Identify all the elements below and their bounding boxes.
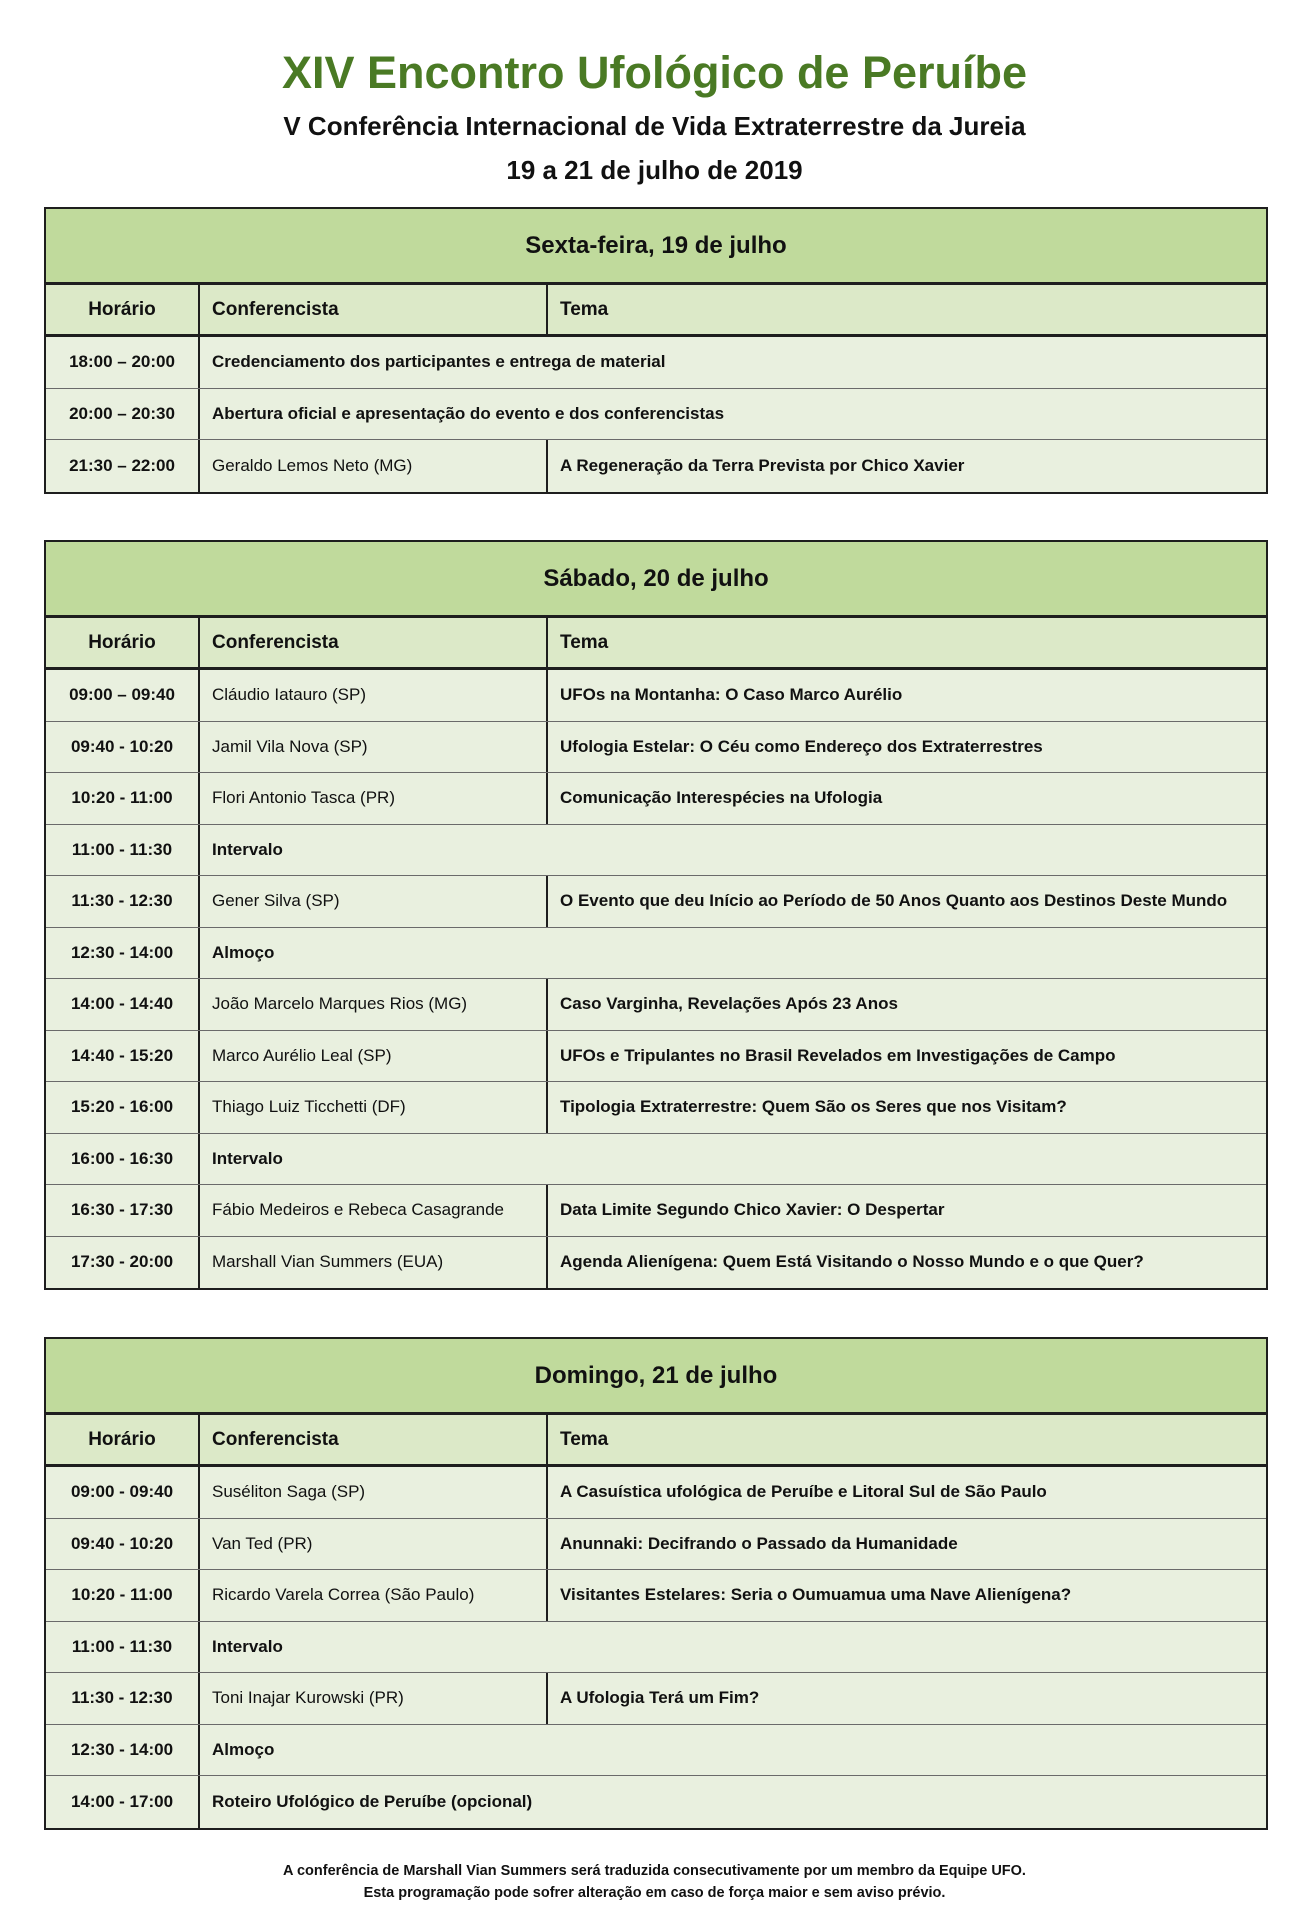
column-header-time: Horário [46,618,200,667]
table-header-row [46,618,1266,670]
activity-cell: Intervalo [212,839,283,859]
event-subtitle: V Conferência Internacional de Vida Extraterrestre da Jureia [283,111,1026,141]
table-row [46,670,1266,722]
table-row [46,1725,1266,1777]
time-cell: 11:00 - 11:30 [46,825,200,876]
time-cell: 10:20 - 11:00 [46,773,200,824]
speaker-cell: Marco Aurélio Leal (SP) [200,1031,548,1082]
day-title: Sábado, 20 de julho [46,542,1266,618]
time-cell: 11:30 - 12:30 [46,876,200,927]
table-row [46,825,1266,877]
speaker-cell: Toni Inajar Kurowski (PR) [200,1673,548,1724]
table-header-row [46,1415,1266,1467]
activity-cell: Roteiro Ufológico de Peruíbe (opcional) [212,1791,533,1811]
time-cell: 14:00 - 17:00 [46,1776,200,1828]
schedule-table-sunday [44,1337,1268,1830]
table-row [46,1237,1266,1289]
table-row [46,440,1266,492]
table-row [46,1622,1266,1674]
table-row [46,1570,1266,1622]
speaker-cell: Ricardo Varela Correa (São Paulo) [200,1570,548,1621]
topic-cell: Visitantes Estelares: Seria o Oumuamua uma Nave Alienígena? [560,1585,1072,1605]
table-row [46,337,1266,389]
topic-cell: Data Limite Segundo Chico Xavier: O Despertar [560,1200,945,1220]
table-header-row [46,285,1266,337]
activity-cell: Almoço [212,1739,275,1759]
table-row [46,1134,1266,1186]
table-row [46,1776,1266,1828]
topic-cell: Ufologia Estelar: O Céu como Endereço dos Extraterrestres [560,736,1043,756]
time-cell: 12:30 - 14:00 [46,1725,200,1776]
table-row [46,1082,1266,1134]
time-cell: 11:00 - 11:30 [46,1622,200,1673]
activity-cell: Almoço [212,942,275,962]
speaker-cell: Thiago Luiz Ticchetti (DF) [200,1082,548,1133]
column-header-speaker: Conferencista [200,618,548,667]
activity-cell: Credenciamento dos participantes e entrega de material [212,352,666,372]
column-header-speaker: Conferencista [200,285,548,334]
topic-cell: A Regeneração da Terra Prevista por Chico Xavier [560,455,965,475]
topic-cell: A Ufologia Terá um Fim? [560,1688,760,1708]
topic-cell: Tipologia Extraterrestre: Quem São os Seres que nos Visitam? [560,1097,1067,1117]
table-row [46,1467,1266,1519]
event-title: XIV Encontro Ufológico de Peruíbe [281,47,1028,98]
table-row [46,773,1266,825]
topic-cell: Caso Varginha, Revelações Após 23 Anos [560,994,898,1014]
speaker-cell: Cláudio Iatauro (SP) [200,670,548,721]
schedule-table-friday [44,207,1268,494]
speaker-cell: João Marcelo Marques Rios (MG) [200,979,548,1030]
schedule-table-saturday [44,540,1268,1290]
time-cell: 14:00 - 14:40 [46,979,200,1030]
table-row [46,722,1266,774]
table-row [46,1519,1266,1571]
day-title: Domingo, 21 de julho [46,1339,1266,1415]
page-header [0,0,1309,190]
time-cell: 20:00 – 20:30 [46,389,200,440]
speaker-cell: Fábio Medeiros e Rebeca Casagrande [200,1185,548,1236]
time-cell: 11:30 - 12:30 [46,1673,200,1724]
activity-cell: Abertura oficial e apresentação do evento e dos conferencistas [212,403,725,423]
time-cell: 12:30 - 14:00 [46,928,200,979]
column-header-topic: Tema [560,1428,609,1450]
table-row [46,876,1266,928]
column-header-time: Horário [46,1415,200,1464]
column-header-time: Horário [46,285,200,334]
topic-cell: Anunnaki: Decifrando o Passado da Humanidade [560,1533,958,1553]
column-header-topic: Tema [560,298,609,320]
activity-cell: Intervalo [212,1636,283,1656]
table-row [46,979,1266,1031]
time-cell: 16:00 - 16:30 [46,1134,200,1185]
time-cell: 18:00 – 20:00 [46,337,200,388]
speaker-cell: Marshall Vian Summers (EUA) [200,1237,548,1289]
footer-notes [0,1860,1309,1904]
topic-cell: Agenda Alienígena: Quem Está Visitando o Nosso Mundo e o que Quer? [560,1252,1144,1272]
table-row [46,1185,1266,1237]
time-cell: 14:40 - 15:20 [46,1031,200,1082]
time-cell: 09:00 - 09:40 [46,1467,200,1518]
speaker-cell: Van Ted (PR) [200,1519,548,1570]
table-row [46,1673,1266,1725]
topic-cell: UFOs e Tripulantes no Brasil Revelados em Investigações de Campo [560,1045,1116,1065]
topic-cell: O Evento que deu Início ao Período de 50 Anos Quanto aos Destinos Deste Mundo [560,891,1228,911]
table-row [46,928,1266,980]
table-row [46,1031,1266,1083]
day-title: Sexta-feira, 19 de julho [46,209,1266,285]
time-cell: 16:30 - 17:30 [46,1185,200,1236]
speaker-cell: Jamil Vila Nova (SP) [200,722,548,773]
column-header-topic: Tema [560,631,609,653]
topic-cell: A Casuística ufológica de Peruíbe e Litoral Sul de São Paulo [560,1482,1047,1502]
activity-cell: Intervalo [212,1148,283,1168]
speaker-cell: Flori Antonio Tasca (PR) [200,773,548,824]
speaker-cell: Gener Silva (SP) [200,876,548,927]
topic-cell: Comunicação Interespécies na Ufologia [560,788,883,808]
time-cell: 15:20 - 16:00 [46,1082,200,1133]
topic-cell: UFOs na Montanha: O Caso Marco Aurélio [560,685,903,705]
speaker-cell: Suséliton Saga (SP) [200,1467,548,1518]
time-cell: 09:40 - 10:20 [46,1519,200,1570]
table-row [46,389,1266,441]
time-cell: 09:40 - 10:20 [46,722,200,773]
footer-note-disclaimer: Esta programação pode sofrer alteração em caso de força maior e sem aviso prévio. [363,1885,946,1901]
column-header-speaker: Conferencista [200,1415,548,1464]
time-cell: 09:00 – 09:40 [46,670,200,721]
time-cell: 10:20 - 11:00 [46,1570,200,1621]
time-cell: 17:30 - 20:00 [46,1237,200,1289]
footer-note-translation: A conferência de Marshall Vian Summers será traduzida consecutivamente por um membro da Equipe UFO. [283,1863,1026,1879]
event-dates: 19 a 21 de julho de 2019 [506,155,803,185]
time-cell: 21:30 – 22:00 [46,440,200,492]
speaker-cell: Geraldo Lemos Neto (MG) [200,440,548,492]
